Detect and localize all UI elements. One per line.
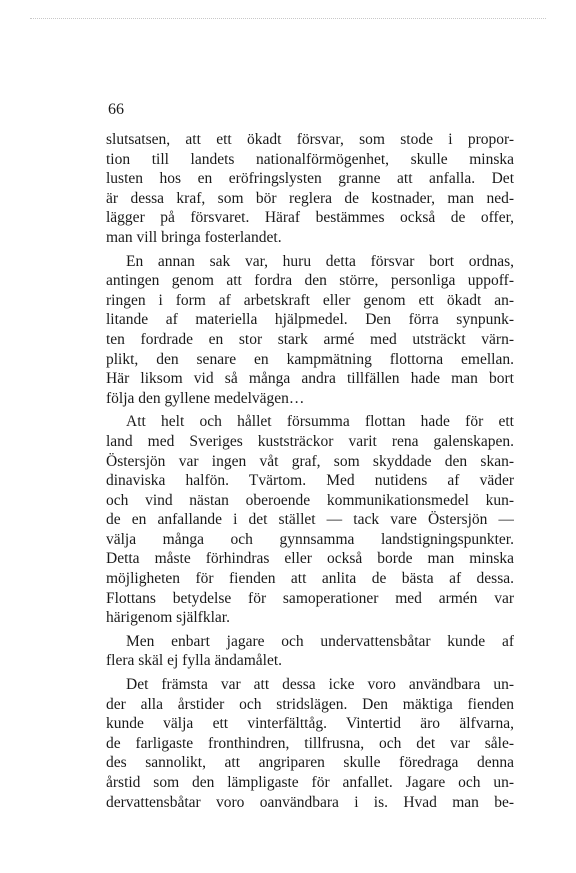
paragraph [106, 130, 514, 248]
text-line: litande af materiella hjälpmedel. Den förra synpunk- [106, 311, 514, 329]
text-line: de en anfallande i det stället — tack vare Östersjön — [106, 511, 514, 529]
body-text [106, 130, 514, 812]
text-line: man vill bringa fosterlandet. [106, 228, 282, 246]
text-line: antingen genom att fordra den större, personliga uppoff- [106, 272, 514, 290]
text-line: de farligaste fronthindren, tillfrusna, och det var såle- [106, 734, 514, 752]
text-line: En annan sak var, huru detta försvar bort ordnas, [126, 252, 514, 270]
text-line: kunde välja ett vinterfälttåg. Vintertid äro älfvarna, [106, 715, 514, 733]
text-line: är dessa kraf, som bör reglera de kostnader, man ned- [106, 189, 514, 207]
paragraph [106, 412, 514, 628]
text-line: Detta måste förhindras eller också borde man minska [106, 550, 514, 568]
text-line: Det främsta var att dessa icke voro användbara un- [126, 676, 514, 694]
text-line: och vind nästan oberoende kommunikationsmedel kun- [106, 491, 514, 509]
paragraph [106, 675, 514, 812]
text-line: ringen i form af arbetskraft eller genom ett ökadt an- [106, 291, 514, 309]
text-line: flera skäl ej fylla ändamålet. [106, 652, 283, 670]
text-line: Men enbart jagare och undervattensbåtar kunde af [126, 632, 514, 650]
text-line: dinaviska halfön. Tvärtom. Med nutidens af väder [106, 472, 514, 490]
text-line: dervattensbåtar voro oanvändbara i is. Hvad man be- [106, 793, 514, 811]
text-line: härigenom själfklar. [106, 609, 230, 627]
paragraph [106, 632, 514, 671]
text-line: ten fordrade en stor stark armé med utsträckt värn- [106, 330, 514, 348]
text-line: lägger på försvaret. Häraf bestämmes också de offer, [106, 209, 514, 227]
text-line: Att helt och hållet försumma flottan hade för ett [126, 413, 514, 431]
text-line: land med Sveriges kuststräckor varit rena galenskapen. [106, 432, 514, 450]
text-line: tion till landets nationalförmögenhet, skulle minska [106, 150, 514, 168]
text-line: lusten hos en eröfringslysten granne att anfalla. Det [106, 170, 514, 188]
text-line: der alla årstider och stridslägen. Den mäktiga fienden [106, 695, 514, 713]
text-line: Här liksom vid så många andra tillfällen hade man bort [106, 370, 514, 388]
text-line: plikt, den senare en kampmätning flottorna emellan. [106, 350, 514, 368]
paragraph [106, 252, 514, 409]
page-top-edge [30, 18, 546, 19]
page-number: 66 [108, 101, 124, 118]
text-line: årstid som den lämpligaste för anfallet. Jagare och un- [106, 774, 514, 791]
text-line: Östersjön var ingen våt graf, som skyddade den skan- [106, 452, 514, 470]
text-line: följa den gyllene medelvägen… [106, 389, 305, 407]
text-line: välja många och gynnsamma landstigningspunkter. [106, 530, 514, 548]
text-line: des sannolikt, att angriparen skulle föredraga denna [106, 754, 514, 772]
text-line: slutsatsen, att ett ökadt försvar, som stode i propor- [106, 131, 514, 148]
text-line: Flottans betydelse för samoperationer med armén var [106, 589, 514, 607]
text-line: möjligheten för fienden att anlita de bästa af dessa. [106, 570, 514, 588]
